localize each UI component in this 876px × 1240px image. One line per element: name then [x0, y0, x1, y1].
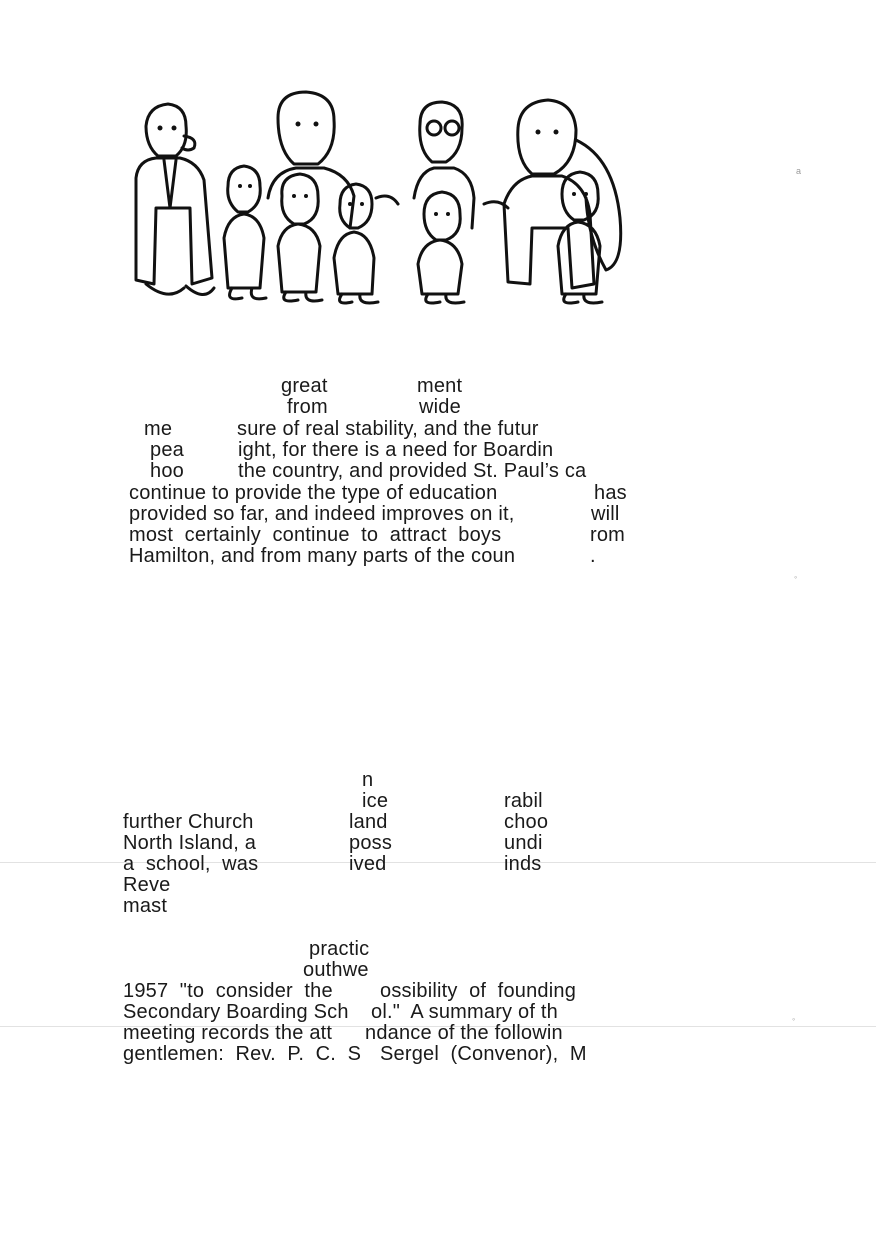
text-fragment: me: [144, 418, 173, 440]
text-fragment: ice: [362, 790, 389, 812]
text-fragment: will: [591, 503, 620, 525]
text-fragment: a school, was: [123, 853, 259, 875]
text-fragment: sure of real stability, and the futur: [237, 418, 539, 440]
text-fragment: .: [590, 545, 596, 567]
text-fragment: ossibility of founding: [380, 980, 577, 1002]
text-fragment: wide: [419, 396, 461, 418]
text-fragment: ol." A summary of th: [371, 1001, 558, 1023]
text-fragment: ment: [417, 375, 463, 397]
text-fragment: ight, for there is a need for Boardin: [238, 439, 554, 461]
text-fragment: gentlemen: Rev. P. C. S: [123, 1043, 362, 1065]
text-fragment: most certainly continue to attract boys: [129, 524, 502, 546]
margin-speck-icon: ◦: [792, 1014, 796, 1024]
text-fragment: outhwe: [303, 959, 369, 981]
text-fragment: rom: [590, 524, 626, 546]
text-fragment: 1957 "to consider the: [123, 980, 333, 1002]
text-fragment: undi: [504, 832, 543, 854]
text-fragment: ndance of the followin: [365, 1022, 563, 1044]
text-fragment: poss: [349, 832, 393, 854]
text-fragment: Sergel (Convenor), M: [380, 1043, 587, 1065]
text-fragment: Reve: [123, 874, 171, 896]
text-fragment: great: [281, 375, 328, 397]
text-fragment: provided so far, and indeed improves on it,: [129, 503, 515, 525]
text-fragment: choo: [504, 811, 549, 833]
text-fragment: has: [594, 482, 627, 504]
text-fragment: practic: [309, 938, 370, 960]
text-fragment: land: [349, 811, 388, 833]
cartoon-group-of-men-and-boys-icon: [128, 88, 640, 310]
text-fragment: the country, and provided St. Paul’s ca: [238, 460, 587, 482]
text-fragment: mast: [123, 895, 168, 917]
text-fragment: n: [362, 769, 374, 791]
text-fragment: hoo: [150, 460, 184, 482]
text-fragment: meeting records the att: [123, 1022, 333, 1044]
text-fragment: pea: [150, 439, 184, 461]
margin-speck-icon: ◦: [794, 572, 798, 582]
text-fragment: from: [287, 396, 328, 418]
margin-speck-icon: a: [796, 166, 802, 176]
text-fragment: ived: [349, 853, 387, 875]
text-fragment: rabil: [504, 790, 543, 812]
text-fragment: further Church: [123, 811, 254, 833]
cartoon-illustration: [128, 88, 640, 310]
text-fragment: Secondary Boarding Sch: [123, 1001, 349, 1023]
text-fragment: North Island, a: [123, 832, 257, 854]
text-fragment: Hamilton, and from many parts of the coun: [129, 545, 516, 567]
text-fragment: continue to provide the type of education: [129, 482, 498, 504]
text-fragment: inds: [504, 853, 542, 875]
